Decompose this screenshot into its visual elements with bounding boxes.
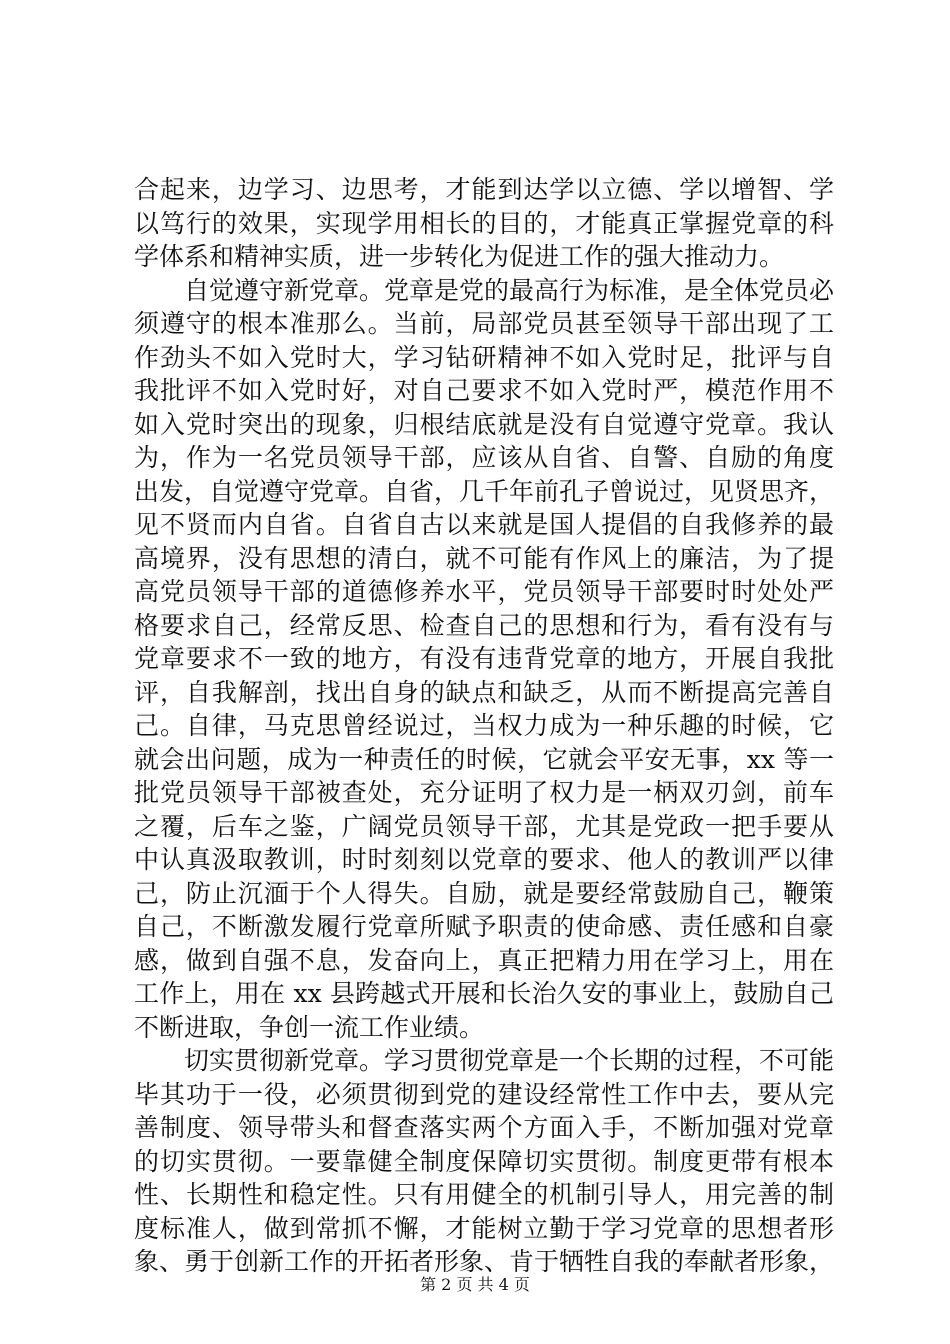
text-line: 的切实贯彻。一要靠健全制度保障切实贯彻。制度更带有根本 <box>134 1146 834 1176</box>
text-line: 格要求自己，经常反思、检查自己的思想和行为，看有没有与 <box>134 610 834 640</box>
text-line: 之覆，后车之鉴，广阔党员领导干部，尤其是党政一把手要从 <box>134 811 834 841</box>
text-line: 须遵守的根本准那么。当前，局部党员甚至领导干部出现了工 <box>134 309 834 338</box>
text-line: 中认真汲取教训，时时刻刻以党章的要求、他人的教训严以律 <box>134 845 834 874</box>
text-line: 合起来，边学习、边思考，才能到达学以立德、学以增智、学 <box>134 175 834 204</box>
text-line: 为，作为一名党员领导干部，应该从自省、自警、自励的角度 <box>134 443 834 472</box>
paragraph-start-line: 自觉遵守新党章。党章是党的最高行为标准，是全体党员必 <box>184 275 834 305</box>
text-line: 批党员领导干部被查处，充分证明了权力是一柄双刃剑，前车 <box>134 778 834 807</box>
text-line: 不断进取，争创一流工作业绩。 <box>134 1012 485 1042</box>
text-line: 评，自我解剖，找出自身的缺点和缺乏，从而不断提高完善自 <box>134 677 834 707</box>
text-line: 感，做到自强不息，发奋向上，真正把精力用在学习上，用在 <box>134 945 834 975</box>
text-line: 高境界，没有思想的清白，就不可能有作风上的廉洁，为了提 <box>134 543 834 573</box>
text-line: 工作上，用在 xx 县跨越式开展和长治久安的事业上，鼓励自己 <box>134 979 834 1008</box>
text-line: 党章要求不一致的地方，有没有违背党章的地方，开展自我批 <box>134 644 834 673</box>
text-line: 性、长期性和稳定性。只有用健全的机制引导人，用完善的制 <box>134 1180 834 1209</box>
text-line: 己，防止沉湎于个人得失。自励，就是要经常鼓励自己，鞭策 <box>134 878 834 908</box>
text-line: 自己，不断激发履行党章所赋予职责的使命感、责任感和自豪 <box>134 912 834 941</box>
text-line: 以笃行的效果，实现学用相长的目的，才能真正掌握党章的科 <box>134 208 834 238</box>
text-line: 学体系和精神实质，进一步转化为促进工作的强大推动力。 <box>134 242 785 271</box>
text-line: 高党员领导干部的道德修养水平，党员领导干部要时时处处严 <box>134 577 834 606</box>
text-line: 见不贤而内自省。自省自古以来就是国人提倡的自我修养的最 <box>134 510 834 539</box>
text-line: 己。自律，马克思曾经说过，当权力成为一种乐趣的时候，它 <box>134 711 834 740</box>
text-line: 度标准人，做到常抓不懈，才能树立勤于学习党章的思想者形 <box>134 1213 834 1243</box>
text-line: 就会出问题，成为一种责任的时候，它就会平安无事，xx 等一 <box>134 744 834 774</box>
text-line: 毕其功于一役，必须贯彻到党的建设经常性工作中去，要从完 <box>134 1079 834 1109</box>
text-line: 象、勇于创新工作的开拓者形象、肯于牺牲自我的奉献者形象， <box>134 1247 834 1276</box>
page-number-footer: 第 2 页 共 4 页 <box>420 1275 530 1294</box>
text-line: 善制度、领导带头和督查落实两个方面入手，不断加强对党章 <box>134 1113 834 1142</box>
paragraph-start-line: 切实贯彻新党章。学习贯彻党章是一个长期的过程，不可能 <box>184 1046 834 1075</box>
body-text <box>134 173 834 1279</box>
text-line: 出发，自觉遵守党章。自省，几千年前孔子曾说过，见贤思齐， <box>134 476 834 506</box>
text-line: 作劲头不如入党时大，学习钻研精神不如入党时足，批评与自 <box>134 342 834 372</box>
text-line: 如入党时突出的现象，归根结底就是没有自觉遵守党章。我认 <box>134 409 834 439</box>
text-line: 我批评不如入党时好，对自己要求不如入党时严，模范作用不 <box>134 376 834 405</box>
